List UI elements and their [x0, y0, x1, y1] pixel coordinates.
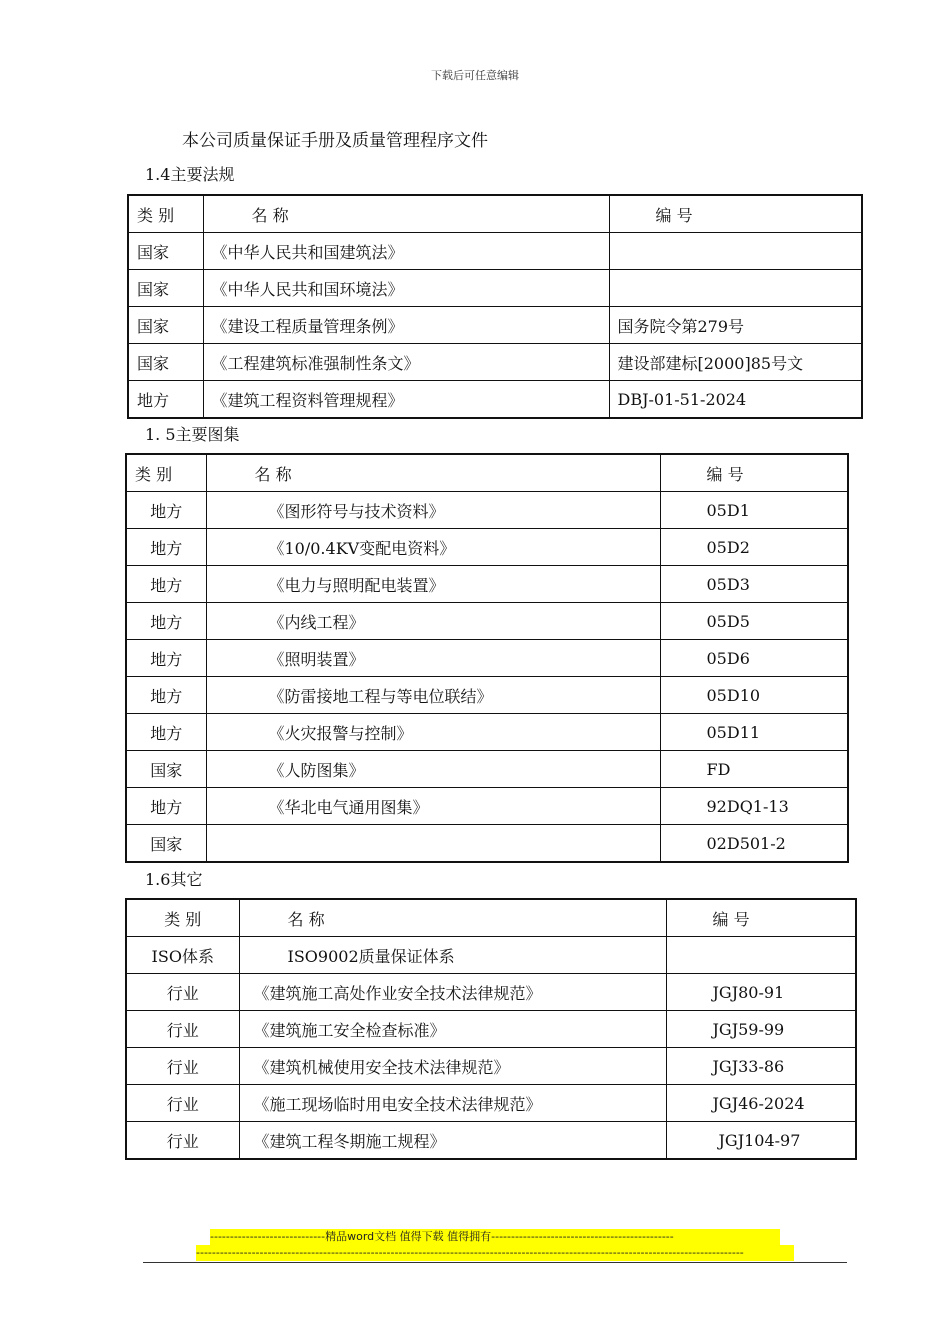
- column-header-number: 编 号: [609, 195, 862, 233]
- cell-name: 《建筑施工高处作业安全技术法律规范》: [239, 974, 666, 1011]
- section-heading-atlases: 1. 5主要图集: [145, 425, 240, 444]
- cell-number: 建设部建标[2000]85号文: [609, 344, 862, 381]
- cell-number: 05D3: [660, 566, 848, 603]
- others-table: [125, 898, 857, 1160]
- cell-category: 地方: [126, 714, 206, 751]
- cell-name: 《内线工程》: [206, 603, 660, 640]
- cell-category: 行业: [126, 1048, 239, 1085]
- cell-number: [609, 270, 862, 307]
- cell-name: 《华北电气通用图集》: [206, 788, 660, 825]
- table-row: [126, 788, 848, 825]
- cell-number: 05D1: [660, 492, 848, 529]
- cell-category: 地方: [126, 492, 206, 529]
- table-row: [126, 1011, 856, 1048]
- table-header-row: [126, 454, 848, 492]
- column-header-name: 名 称: [206, 454, 660, 492]
- table-row: [126, 1048, 856, 1085]
- column-header-category: 类 别: [126, 454, 206, 492]
- cell-category: ISO体系: [126, 937, 239, 974]
- table-row: [126, 603, 848, 640]
- cell-number: 05D10: [660, 677, 848, 714]
- cell-number: JGJ59-99: [666, 1011, 856, 1048]
- table-header-row: [128, 195, 862, 233]
- cell-category: 地方: [126, 788, 206, 825]
- table-row: [128, 233, 862, 270]
- cell-category: 地方: [126, 566, 206, 603]
- table-row: [126, 714, 848, 751]
- cell-number: 05D2: [660, 529, 848, 566]
- cell-category: 国家: [128, 307, 203, 344]
- table-row: [128, 307, 862, 344]
- cell-name: 《建筑机械使用安全技术法律规范》: [239, 1048, 666, 1085]
- cell-name: ISO9002质量保证体系: [239, 937, 666, 974]
- cell-name: [206, 825, 660, 863]
- footer-banner-line: ------------------------------------------------------------------------------------------------------------------------------------------: [196, 1245, 794, 1261]
- cell-name: 《建筑工程冬期施工规程》: [239, 1122, 666, 1160]
- cell-name: 《中华人民共和国环境法》: [203, 270, 609, 307]
- cell-number: JGJ33-86: [666, 1048, 856, 1085]
- column-header-name: 名 称: [239, 899, 666, 937]
- cell-category: 行业: [126, 1085, 239, 1122]
- cell-category: 国家: [128, 270, 203, 307]
- cell-name: 《10/0.4KV变配电资料》: [206, 529, 660, 566]
- table-row: [128, 270, 862, 307]
- cell-category: 地方: [126, 529, 206, 566]
- table-row: [126, 1085, 856, 1122]
- cell-category: 地方: [126, 677, 206, 714]
- cell-name: 《中华人民共和国建筑法》: [203, 233, 609, 270]
- cell-category: 行业: [126, 1122, 239, 1160]
- cell-name: 《建筑工程资料管理规程》: [203, 381, 609, 419]
- document-title: 本公司质量保证手册及质量管理程序文件: [182, 131, 488, 151]
- cell-category: 国家: [128, 233, 203, 270]
- table-row: [126, 937, 856, 974]
- table-row: [126, 825, 848, 863]
- cell-name: 《建筑施工安全检查标准》: [239, 1011, 666, 1048]
- table-row: [126, 1122, 856, 1160]
- table-row: [126, 566, 848, 603]
- cell-name: 《图形符号与技术资料》: [206, 492, 660, 529]
- cell-number: FD: [660, 751, 848, 788]
- footer-rule: [143, 1262, 847, 1263]
- cell-number: 05D5: [660, 603, 848, 640]
- table-row: [128, 381, 862, 419]
- cell-category: 地方: [126, 640, 206, 677]
- cell-number: DBJ-01-51-2024: [609, 381, 862, 419]
- cell-category: 国家: [126, 751, 206, 788]
- cell-name: 《火灾报警与控制》: [206, 714, 660, 751]
- column-header-name: 名 称: [203, 195, 609, 233]
- table-row: [126, 492, 848, 529]
- column-header-number: 编 号: [666, 899, 856, 937]
- cell-category: 行业: [126, 1011, 239, 1048]
- cell-number: [609, 233, 862, 270]
- cell-name: 《建设工程质量管理条例》: [203, 307, 609, 344]
- table-row: [126, 640, 848, 677]
- cell-category: 地方: [128, 381, 203, 419]
- cell-category: 地方: [126, 603, 206, 640]
- section-heading-regulations: 1.4主要法规: [145, 165, 235, 184]
- table-row: [126, 751, 848, 788]
- cell-category: 行业: [126, 974, 239, 1011]
- cell-number: [666, 937, 856, 974]
- cell-number: 国务院令第279号: [609, 307, 862, 344]
- cell-number: 05D11: [660, 714, 848, 751]
- cell-number: JGJ104-97: [666, 1122, 856, 1160]
- table-row: [128, 344, 862, 381]
- page-header: 下载后可任意编辑: [431, 69, 519, 82]
- cell-name: 《防雷接地工程与等电位联结》: [206, 677, 660, 714]
- cell-name: 《工程建筑标准强制性条文》: [203, 344, 609, 381]
- table-row: [126, 677, 848, 714]
- cell-number: 05D6: [660, 640, 848, 677]
- cell-name: 《施工现场临时用电安全技术法律规范》: [239, 1085, 666, 1122]
- column-header-category: 类 别: [126, 899, 239, 937]
- cell-number: 02D501-2: [660, 825, 848, 863]
- cell-category: 国家: [126, 825, 206, 863]
- regulations-table: [127, 194, 863, 419]
- cell-number: JGJ80-91: [666, 974, 856, 1011]
- cell-category: 国家: [128, 344, 203, 381]
- footer-banner: -----------------------------精品word文档 值得下载 值得拥有----------------------------------------------: [210, 1229, 780, 1245]
- table-header-row: [126, 899, 856, 937]
- column-header-number: 编 号: [660, 454, 848, 492]
- table-row: [126, 529, 848, 566]
- section-heading-others: 1.6其它: [145, 870, 203, 889]
- column-header-category: 类 别: [128, 195, 203, 233]
- cell-number: 92DQ1-13: [660, 788, 848, 825]
- cell-name: 《电力与照明配电装置》: [206, 566, 660, 603]
- cell-name: 《照明装置》: [206, 640, 660, 677]
- cell-name: 《人防图集》: [206, 751, 660, 788]
- atlases-table: [125, 453, 849, 863]
- cell-number: JGJ46-2024: [666, 1085, 856, 1122]
- table-row: [126, 974, 856, 1011]
